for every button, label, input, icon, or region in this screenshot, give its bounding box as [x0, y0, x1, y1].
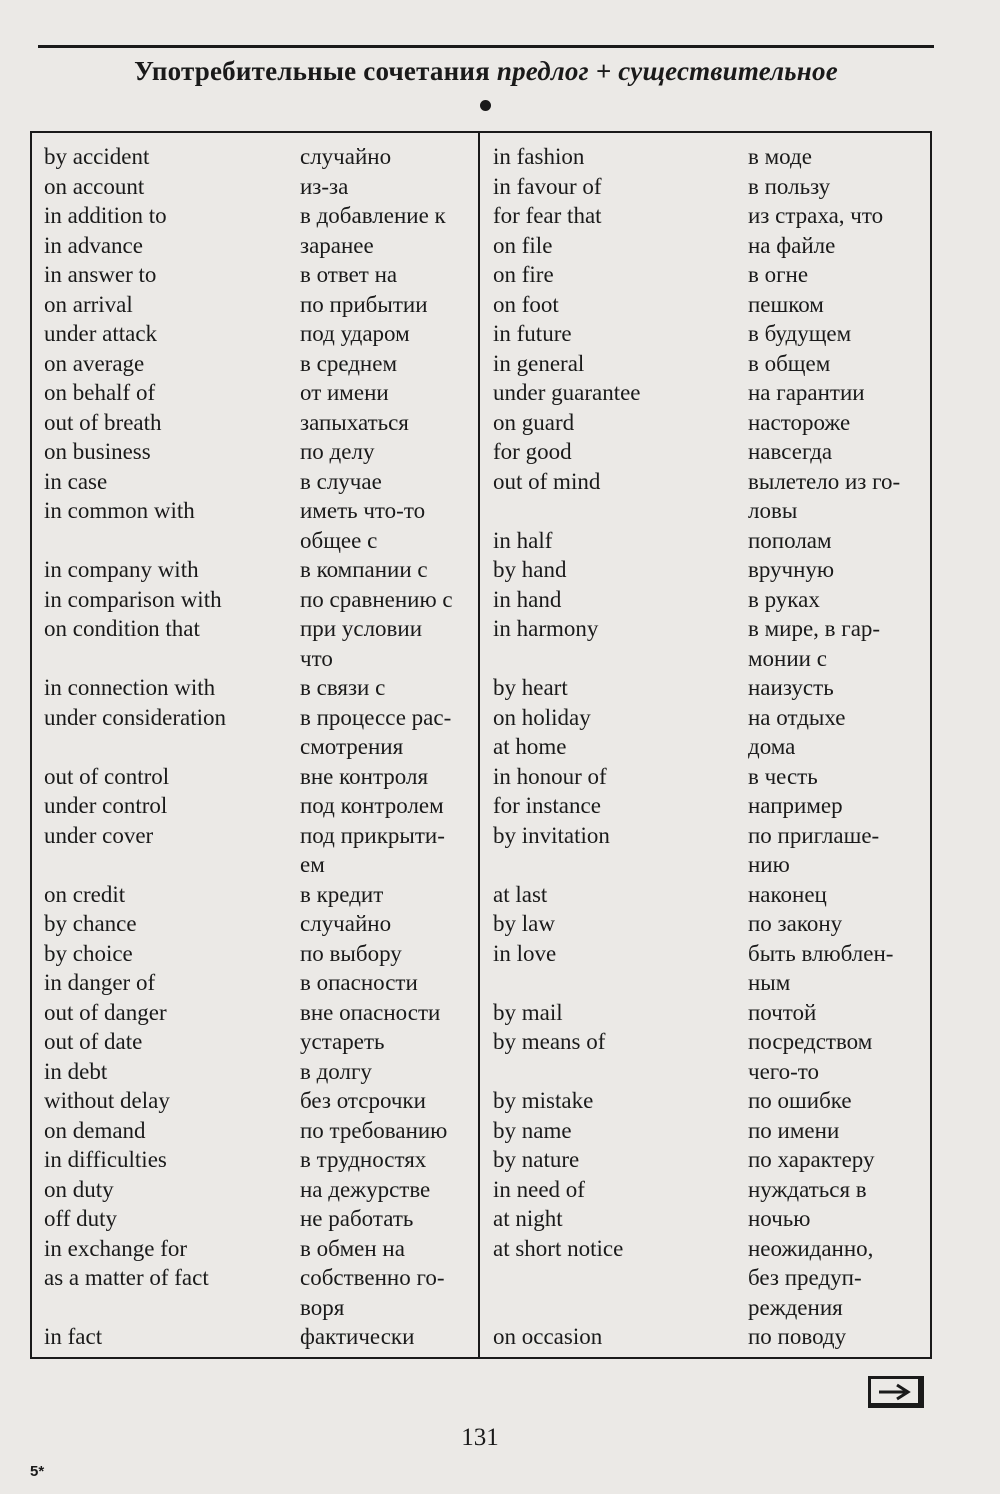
russian-translation: ным: [748, 970, 791, 995]
russian-translation: в моде: [748, 144, 812, 169]
russian-translation: например: [748, 793, 843, 818]
english-phrase: out of date: [44, 1029, 143, 1054]
russian-translation: в честь: [748, 763, 818, 789]
english-phrase: in case: [44, 468, 108, 494]
english-phrase: on occasion: [493, 1324, 603, 1349]
russian-translation: случайно: [300, 144, 392, 169]
russian-translation: неожиданно,: [748, 1235, 874, 1261]
russian-translation: устареть: [300, 1029, 385, 1054]
english-phrase: in hand: [493, 586, 562, 612]
russian-translation: наконец: [748, 881, 827, 907]
english-phrase: under guarantee: [493, 380, 641, 405]
russian-translation: вылетело из го-: [748, 468, 901, 494]
russian-translation: вручную: [748, 557, 835, 582]
russian-translation: ловы: [748, 498, 798, 523]
signature-mark: 5*: [30, 1463, 45, 1480]
russian-translation: на отдыхе: [748, 704, 846, 730]
russian-translation: заранее: [300, 232, 374, 258]
english-phrase: on arrival: [44, 291, 133, 317]
russian-translation: в ответ на: [300, 262, 398, 287]
english-phrase: on guard: [493, 409, 575, 435]
english-phrase: in difficulties: [44, 1147, 167, 1172]
russian-translation: общее с: [300, 527, 378, 553]
russian-translation: собственно го-: [300, 1265, 445, 1290]
english-phrase: in half: [493, 527, 553, 553]
english-phrase: on business: [44, 439, 151, 464]
english-phrase: on file: [493, 232, 553, 258]
english-phrase: in common with: [44, 498, 195, 523]
russian-translation: наизусть: [748, 675, 834, 700]
russian-translation: вне контроля: [300, 763, 429, 789]
russian-translation: без отсрочки: [300, 1088, 426, 1113]
russian-translation: из страха, что: [748, 203, 884, 228]
russian-translation: что: [300, 645, 333, 671]
english-phrase: in love: [493, 940, 557, 966]
russian-translation: по закону: [748, 911, 843, 936]
russian-translation: в огне: [748, 262, 809, 287]
english-phrase: on demand: [44, 1117, 146, 1143]
russian-translation: реждения: [748, 1294, 843, 1320]
next-page-arrow-icon[interactable]: [868, 1376, 924, 1408]
russian-translation: в кредит: [300, 881, 384, 907]
english-phrase: at last: [493, 881, 548, 907]
english-phrase: in honour of: [493, 763, 607, 789]
russian-translation: ем: [300, 852, 325, 877]
russian-translation: без предуп-: [748, 1265, 862, 1290]
russian-translation: ночью: [748, 1206, 811, 1231]
english-phrase: by chance: [44, 911, 137, 936]
english-phrase: off duty: [44, 1206, 118, 1231]
english-phrase: by choice: [44, 940, 133, 966]
page-title: [38, 56, 934, 87]
russian-translation: по поводу: [748, 1324, 847, 1349]
russian-translation: в случае: [300, 468, 382, 494]
russian-translation: иметь что-то: [300, 498, 426, 523]
russian-translation: в пользу: [748, 173, 831, 199]
english-phrase: under control: [44, 793, 168, 818]
russian-translation: быть влюблен-: [748, 940, 894, 966]
russian-translation: пополам: [748, 527, 832, 553]
english-phrase: in need of: [493, 1176, 585, 1202]
english-phrase: in advance: [44, 232, 143, 258]
english-phrase: on holiday: [493, 704, 591, 730]
russian-translation: от имени: [300, 380, 389, 405]
russian-translation: по ошибке: [748, 1088, 852, 1113]
english-phrase: in fashion: [493, 144, 585, 169]
english-phrase: under attack: [44, 321, 158, 346]
russian-translation: навсегда: [748, 439, 833, 464]
russian-translation: в компании с: [300, 557, 428, 582]
russian-translation: в долгу: [300, 1058, 372, 1084]
russian-translation: по сравнению с: [300, 586, 453, 612]
english-phrase: on fire: [493, 262, 554, 287]
english-phrase: on condition that: [44, 616, 200, 641]
english-phrase: in debt: [44, 1058, 108, 1084]
english-phrase: in connection with: [44, 675, 216, 700]
russian-translation: по имени: [748, 1117, 840, 1143]
english-phrase: by mail: [493, 999, 563, 1025]
english-phrase: by invitation: [493, 822, 610, 848]
russian-translation: чего-то: [748, 1058, 820, 1084]
english-phrase: in future: [493, 321, 572, 346]
russian-translation: дома: [748, 734, 796, 759]
russian-translation: настороже: [748, 409, 851, 435]
english-phrase: by mistake: [493, 1088, 594, 1113]
english-phrase: on credit: [44, 881, 126, 907]
column-divider: [478, 131, 480, 1359]
russian-translation: нуждаться в: [748, 1176, 867, 1202]
english-phrase: in exchange for: [44, 1235, 188, 1261]
english-phrase: at night: [493, 1206, 563, 1231]
english-phrase: under consideration: [44, 704, 227, 730]
russian-translation: почтой: [748, 999, 817, 1025]
english-phrase: in addition to: [44, 203, 167, 228]
english-phrase: on behalf of: [44, 380, 156, 405]
russian-translation: по требованию: [300, 1117, 448, 1143]
russian-translation: в руках: [748, 586, 820, 612]
russian-translation: в добавление к: [300, 203, 446, 228]
russian-translation: в связи с: [300, 675, 386, 700]
russian-translation: пешком: [748, 291, 824, 317]
russian-translation: в трудностях: [300, 1147, 427, 1172]
russian-translation: на файле: [748, 232, 836, 258]
english-phrase: on average: [44, 350, 145, 376]
english-phrase: in danger of: [44, 970, 156, 995]
russian-translation: запыхаться: [300, 409, 409, 435]
russian-translation: по делу: [300, 439, 375, 464]
english-phrase: by means of: [493, 1029, 606, 1054]
top-rule: [38, 45, 934, 48]
russian-translation: в обмен на: [300, 1235, 405, 1261]
russian-translation: фактически: [300, 1324, 415, 1349]
russian-translation: под прикрыти-: [300, 822, 445, 848]
english-phrase: by name: [493, 1117, 572, 1143]
english-phrase: for good: [493, 439, 572, 464]
russian-translation: в мире, в гар-: [748, 616, 881, 641]
russian-translation: под контролем: [300, 793, 444, 818]
english-phrase: on foot: [493, 291, 559, 317]
english-phrase: out of breath: [44, 409, 162, 435]
english-phrase: as a matter of fact: [44, 1265, 209, 1290]
russian-translation: смотрения: [300, 734, 404, 759]
english-phrase: by accident: [44, 144, 150, 169]
english-phrase: for fear that: [493, 203, 602, 228]
english-phrase: in harmony: [493, 616, 599, 641]
english-phrase: on account: [44, 173, 145, 199]
russian-translation: не работать: [300, 1206, 414, 1231]
russian-translation: в опасности: [300, 970, 418, 995]
english-phrase: in company with: [44, 557, 199, 582]
english-phrase: by heart: [493, 675, 568, 700]
english-phrase: at home: [493, 734, 567, 759]
russian-translation: в среднем: [300, 350, 397, 376]
russian-translation: по характеру: [748, 1147, 875, 1172]
title-plain: Употребительные сочетания: [134, 56, 490, 86]
english-phrase: in fact: [44, 1324, 103, 1349]
russian-translation: по прибытии: [300, 291, 428, 317]
russian-translation: в общем: [748, 350, 831, 376]
english-phrase: out of control: [44, 763, 170, 789]
russian-translation: вне опасности: [300, 999, 441, 1025]
english-phrase: by law: [493, 911, 555, 936]
russian-translation: монии с: [748, 645, 827, 671]
russian-translation: на дежурстве: [300, 1176, 431, 1202]
english-phrase: in favour of: [493, 173, 602, 199]
russian-translation: случайно: [300, 911, 392, 936]
page-number: 131: [461, 1424, 499, 1451]
english-phrase: without delay: [44, 1088, 170, 1113]
russian-translation: из-за: [300, 173, 349, 199]
bullet-dot: [480, 100, 491, 111]
english-phrase: in answer to: [44, 262, 157, 287]
english-phrase: at short notice: [493, 1235, 624, 1261]
english-phrase: under cover: [44, 822, 154, 848]
russian-translation: по выбору: [300, 940, 402, 966]
russian-translation: на гарантии: [748, 380, 865, 405]
russian-translation: по приглаше-: [748, 822, 880, 848]
english-phrase: out of mind: [493, 468, 601, 494]
russian-translation: в будущем: [748, 321, 852, 346]
english-phrase: in comparison with: [44, 586, 222, 612]
english-phrase: on duty: [44, 1176, 114, 1202]
russian-translation: в процессе рас-: [300, 704, 452, 730]
english-phrase: by nature: [493, 1147, 580, 1172]
title-emphasis: предлог + существительное: [496, 56, 838, 86]
russian-translation: нию: [748, 852, 790, 877]
russian-translation: под ударом: [300, 321, 410, 346]
russian-translation: воря: [300, 1294, 345, 1320]
english-phrase: for instance: [493, 793, 601, 818]
english-phrase: out of danger: [44, 999, 167, 1025]
english-phrase: in general: [493, 350, 585, 376]
russian-translation: посредством: [748, 1029, 873, 1054]
english-phrase: by hand: [493, 557, 567, 582]
russian-translation: при условии: [300, 616, 423, 641]
